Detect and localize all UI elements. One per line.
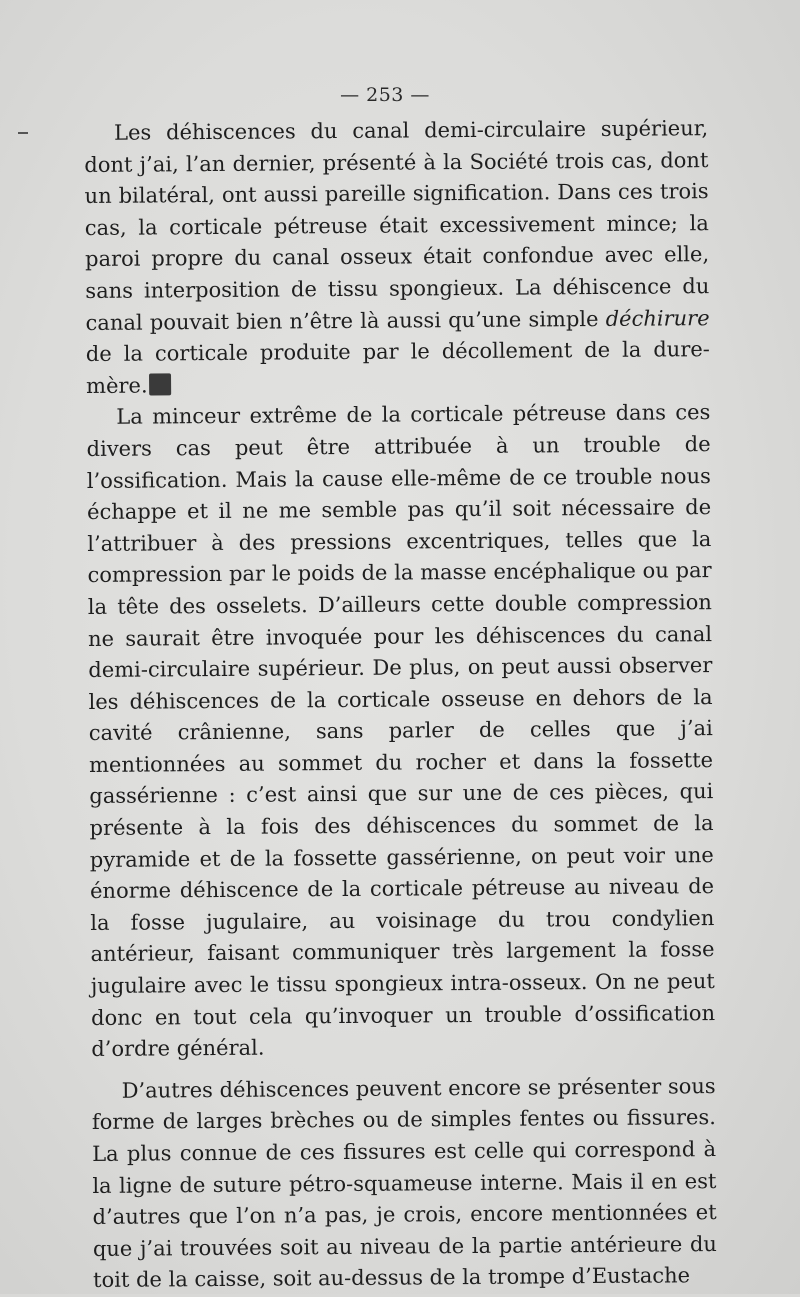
paragraph-3-text: D’autres déhiscences peuvent encore se présenter sous forme de larges brèches ou de simples fentes ou fissures. La plus connue de ces fissures est celle qui correspond à la ligne de suture pétro-squameuse interne. Mais il en est d’autres que l’on n’a pas, je crois, encore mentionnées et que j’ai trouvées soit au niveau de la partie antérieure du toit de la caisse, soit au-dessus de la trompe d’Eustache (91, 1073, 717, 1293)
paragraph-2-text: La minceur extrême de la corticale pétreuse dans ces divers cas peut être attribuée à un trouble de l’ossification. Mais la cause elle-même de ce trouble nous échappe et il ne me semble pas qu’il soit nécessaire de l’attribuer à des pressions excentriques, telles que la compression par le poids de la masse encéphalique ou par la tête des osselets. D’ailleurs cette double compression ne saurait être invoquée pour les déhiscences du canal demi-circulaire supérieur. De plus, on peut aussi observer les déhiscences de la corticale osseuse en dehors de la cavité crânienne, sans parler de celles que j’ai mentionnées au sommet du rocher et dans la fossette gassérienne : c’est ainsi que sur une de ces pièces, qui présente à la fois des déhiscences du sommet de la pyramide et de la fossette gassérienne, on peut voir une énorme déhiscence de la corticale pétreuse au niveau de la fosse jugulaire, au voisinage du trou condylien antérieur, faisant communiquer très largement la fosse jugulaire avec le tissu spongieux intra-osseux. On ne peut donc en tout cela qu’invoquer un trouble d’ossification d’ordre général. (86, 400, 716, 1062)
printer-ornament-icon (149, 373, 171, 395)
paragraph-1-text-b: de la corticale produite par le décollement de la dure-mère. (85, 337, 710, 398)
paragraph-1-text-a: Les déhiscences du canal demi-circulaire supérieur, dont j’ai, l’an dernier, présenté à la Société trois cas, dont un bilatéral, ont aussi pareille signification. Dans ces trois cas, la corticale pétreuse était excessivement mince; la paroi propre du canal osseux était confondue avec elle, sans interposition de tissu spongieux. La déhiscence du canal pouvait bien n’être là aussi qu’une simple (84, 116, 710, 335)
paragraph-2 (86, 397, 715, 1065)
paragraph-3 (92, 1071, 718, 1297)
paragraph-1-italic-term: déchirure (605, 305, 710, 331)
paragraph-1 (84, 113, 710, 402)
page-number: — 253 — (340, 84, 430, 106)
margin-mark (18, 132, 28, 134)
body-text (84, 113, 717, 1297)
